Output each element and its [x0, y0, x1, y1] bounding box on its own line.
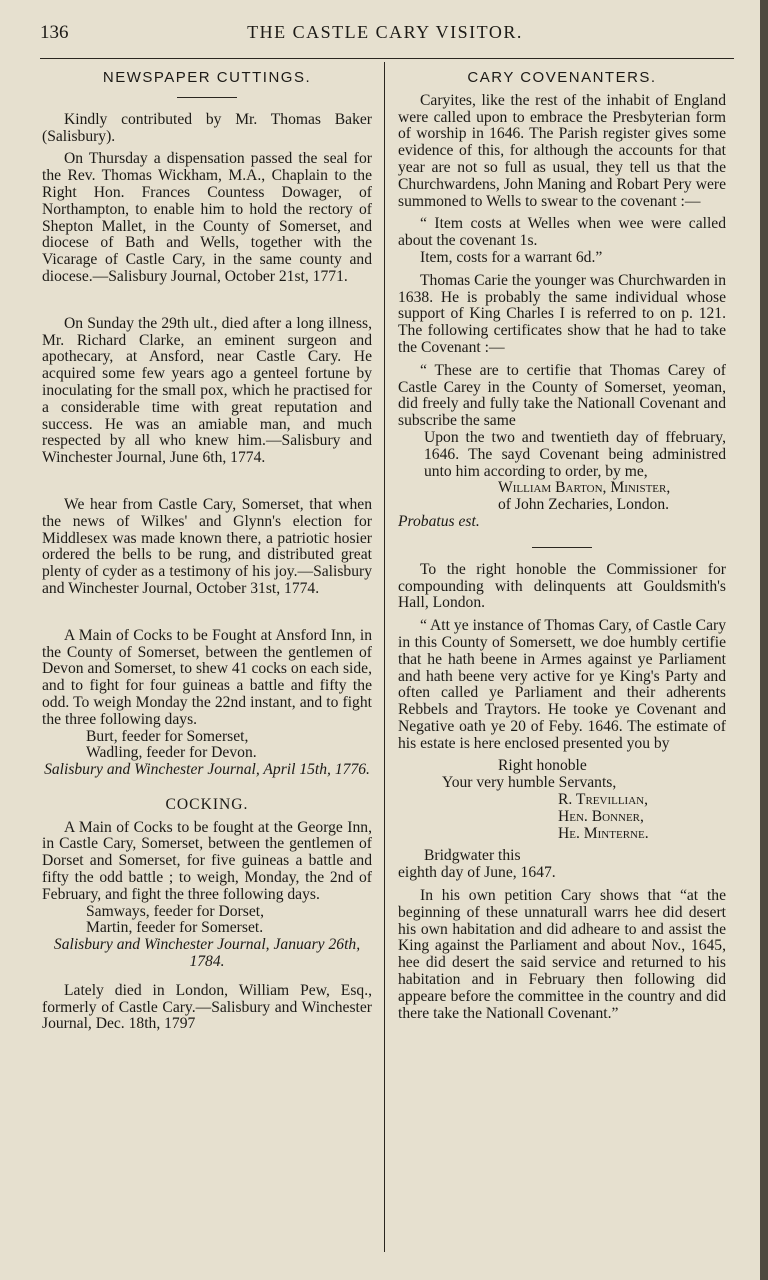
section-rule: [532, 547, 592, 548]
right-column: [398, 62, 726, 1022]
signature-line: of John Zecharies, London.: [498, 496, 670, 514]
page-edge: [760, 0, 768, 1280]
petition-paragraph: In his own petition Cary shows that “at the beginning of these unnaturall warrs hee did desert his own habitation and did adheare to and assist the King against the Parliament and about Nov., 1645, hee did desert the said service and returned to his habitation and in February then following did appeare before the committee in the country and did there take the Nationall Covenant.”: [398, 887, 726, 1022]
feeder-line: Samways, feeder for Dorset,: [86, 902, 264, 920]
source-line: Salisbury and Winchester Journal, January 26th, 1784.: [53, 936, 361, 971]
place-line: Bridgwater this: [424, 847, 521, 865]
certificate-quote: “ These are to certifie that Thomas Carey of Castle Carey in the County of Somerset, yeoman, did freely and fully take the Nationall Covenant and subscribe the same: [398, 361, 726, 430]
source-line: Salisbury and Winchester Journal, April 15th, 1776.: [44, 761, 370, 779]
cutting-cocks-1776: A Main of Cocks to be Fought at Ansford Inn, in the County of Somerset, between the gentlemen of Devon and Somerset, to shew 41 cocks on each side, and to fight for four guineas a battle and fifty the odd. To weigh Monday the 22nd instant, and to fight the three following days.: [42, 626, 372, 728]
newspaper-cuttings-heading: NEWSPAPER CUTTINGS.: [102, 69, 312, 86]
left-column: [42, 62, 372, 1033]
account-quote: Item, costs for a warrant 6d.”: [420, 248, 603, 266]
signature-line: William Barton, Minister,: [498, 479, 671, 497]
column-divider: [384, 62, 385, 1252]
feeder-line: Wadling, feeder for Devon.: [86, 744, 257, 762]
commissioner-address: To the right honoble the Commissioner for compounding with delinquents att Gouldsmith's Hall, London.: [398, 560, 726, 612]
account-quote: “ Item costs at Welles when wee were called about the covenant 1s.: [398, 215, 726, 250]
feeder-line: Martin, feeder for Somerset.: [86, 919, 264, 937]
signatory-name: He. Minterne.: [558, 824, 649, 842]
signatory-name: R. Trevillian,: [558, 791, 648, 809]
cutting-1771: On Thursday a dispensation passed the seal for the Rev. Thomas Wickham, M.A., Chaplain to the Right Hon. Frances Countess Dowager, of Northampton, to enable him to hold the rectory of Shepton Mallet, in the County of Somerset, and diocese of Bath and Wells, together with the Vicarage of Castle Cary, in the same county and diocese.—Salisbury Journal, October 21st, 1771.: [42, 150, 372, 285]
cutting-wilkes-1774: We hear from Castle Cary, Somerset, that when the news of Wilkes' and Glynn's election for Middlesex was made known there, a patriotic hosier ordered the bells to be rung, and distributed great plenty of cyder as a testimony of his joy.—Salisbury and Winchester Journal, October 31st, 1774.: [42, 495, 372, 597]
probatus-line: Probatus est.: [398, 512, 480, 530]
signatory-name: Hen. Bonner,: [558, 807, 644, 825]
closing-line: Right honoble: [498, 757, 587, 775]
page-number: 136: [40, 22, 69, 43]
header-rule: [40, 58, 734, 59]
churchwarden-paragraph: Thomas Carie the younger was Churchwarden in 1638. He is probably the same individual whose support of King Charles I is referred to on p. 121. The following certificates show that he had to take the Covenant :—: [398, 271, 726, 356]
cutting-clarke-1774: On Sunday the 29th ult., died after a long illness, Mr. Richard Clarke, an eminent surgeon and apothecary, at Ansford, near Castle Cary. He acquired some few years ago a genteel fortune by inoculating for the small pox, which he practised for a considerable time with great reputation and success. He was an amiable man, and much respected by all who knew him.—Salisbury and Winchester Journal, June 6th, 1774.: [42, 314, 372, 467]
contributor-note: Kindly contributed by Mr. Thomas Baker (Salisbury).: [42, 110, 372, 145]
heading-rule: [177, 97, 237, 98]
certificate-date: Upon the two and twentieth day of ffebruary, 1646. The sayd Covenant being administred unto him according to order, by me,: [424, 428, 726, 480]
date-line: eighth day of June, 1647.: [398, 864, 556, 882]
running-title: THE CASTLE CARY VISITOR.: [247, 22, 523, 42]
certifie-quote: “ Att ye instance of Thomas Cary, of Castle Cary in this County of Somersett, we doe humbly certifie that he hath beene in Armes against ye Parliament and hath beene very active for ye King's Party and often called ye Parliament and their adherents Rebbels and Traytors. He tooke ye Covenant and Negative oath ye 20 of Feby. 1646. The estimate of his estate is here enclosed presented you by: [398, 617, 726, 752]
covenanters-intro: Caryites, like the rest of the inhabit of England were called upon to embrace the Presbyterian form of worship in 1646. The Parish register gives some evidence of this, for although the accounts for that year are not so full as usual, they tell us that the Churchwardens, John Maning and Robart Pery were summoned to Wells to swear to the covenant :—: [398, 91, 726, 210]
cary-covenanters-heading: CARY COVENANTERS.: [467, 69, 657, 86]
page-header: [40, 22, 730, 52]
cutting-cocking-1784: A Main of Cocks to be fought at the George Inn, in Castle Cary, Somerset, between the gentlemen of Dorset and Somerset, for five guineas a battle and fifty the odd battle ; to weigh, Monday, the 2nd of February, and fight the three following days.: [42, 818, 372, 903]
closing-line: Your very humble Servants,: [442, 774, 617, 792]
cocking-subheading: COCKING.: [165, 795, 249, 813]
cutting-pew-1797: Lately died in London, William Pew, Esq., formerly of Castle Cary.—Salisbury and Winchester Journal, Dec. 18th, 1797: [42, 981, 372, 1033]
feeder-line: Burt, feeder for Somerset,: [86, 727, 249, 745]
